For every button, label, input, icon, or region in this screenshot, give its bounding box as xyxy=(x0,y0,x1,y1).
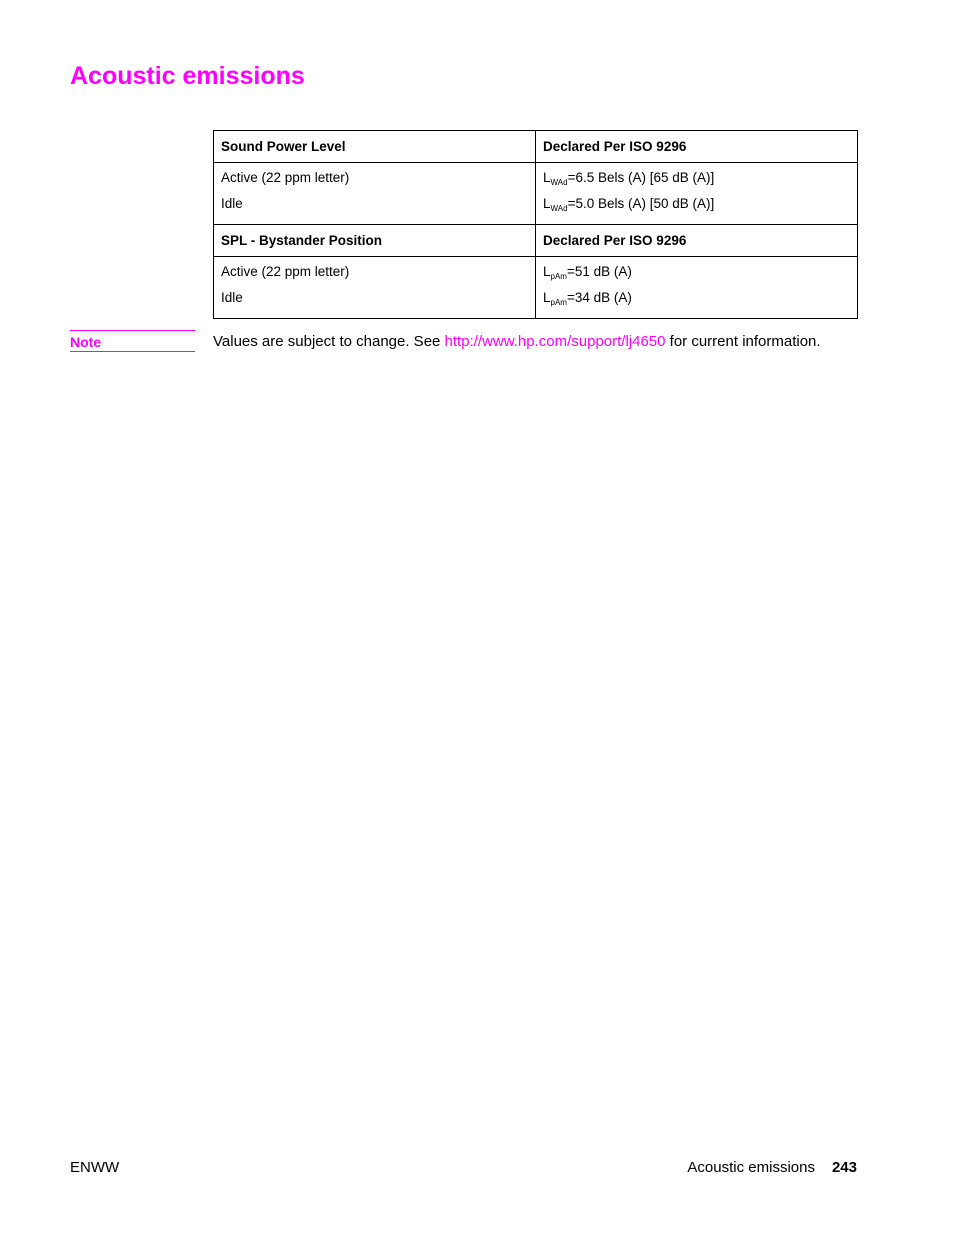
value-amount: =5.0 Bels (A) [50 dB (A)] xyxy=(567,196,715,211)
footer-section-title: Acoustic emissions xyxy=(687,1159,815,1176)
header-spl-bystander: SPL - Bystander Position xyxy=(214,225,536,257)
note-text-before: Values are subject to change. See xyxy=(213,333,445,350)
page-title: Acoustic emissions xyxy=(70,62,305,90)
value-idle xyxy=(543,290,850,306)
value-amount: =34 dB (A) xyxy=(566,290,632,305)
note-label: Note xyxy=(70,330,195,352)
value-base: L xyxy=(543,170,551,185)
acoustic-specs-table xyxy=(213,130,858,319)
note-text-after: for current information. xyxy=(665,333,821,350)
value-active xyxy=(543,264,850,280)
footer-left: ENWW xyxy=(70,1159,120,1176)
value-active xyxy=(543,170,850,186)
header-declared-iso: Declared Per ISO 9296 xyxy=(536,225,858,257)
value-subscript: pAm xyxy=(550,272,567,281)
mode-cell xyxy=(214,163,536,225)
header-sound-power-level: Sound Power Level xyxy=(214,131,536,163)
mode-active: Active (22 ppm letter) xyxy=(221,170,350,185)
value-cell xyxy=(536,257,858,319)
header-declared-iso: Declared Per ISO 9296 xyxy=(536,131,858,163)
value-idle xyxy=(543,196,850,212)
note-text xyxy=(213,333,821,351)
mode-active: Active (22 ppm letter) xyxy=(221,264,350,279)
table-row xyxy=(214,257,858,319)
support-link[interactable]: http://www.hp.com/support/lj4650 xyxy=(444,333,666,350)
value-cell xyxy=(536,163,858,225)
value-base: L xyxy=(543,264,551,279)
page-number: 243 xyxy=(831,1159,857,1176)
table-header-row xyxy=(214,225,858,257)
table-header-row xyxy=(214,131,858,163)
value-amount: =51 dB (A) xyxy=(566,264,632,279)
value-base: L xyxy=(543,290,551,305)
value-subscript: pAm xyxy=(550,298,567,307)
table-row xyxy=(214,163,858,225)
mode-idle: Idle xyxy=(221,290,243,305)
footer-right xyxy=(687,1159,857,1176)
value-amount: =6.5 Bels (A) [65 dB (A)] xyxy=(567,170,715,185)
mode-idle: Idle xyxy=(221,196,243,211)
value-subscript: WAd xyxy=(550,178,568,187)
mode-cell xyxy=(214,257,536,319)
value-base: L xyxy=(543,196,551,211)
value-subscript: WAd xyxy=(550,204,568,213)
